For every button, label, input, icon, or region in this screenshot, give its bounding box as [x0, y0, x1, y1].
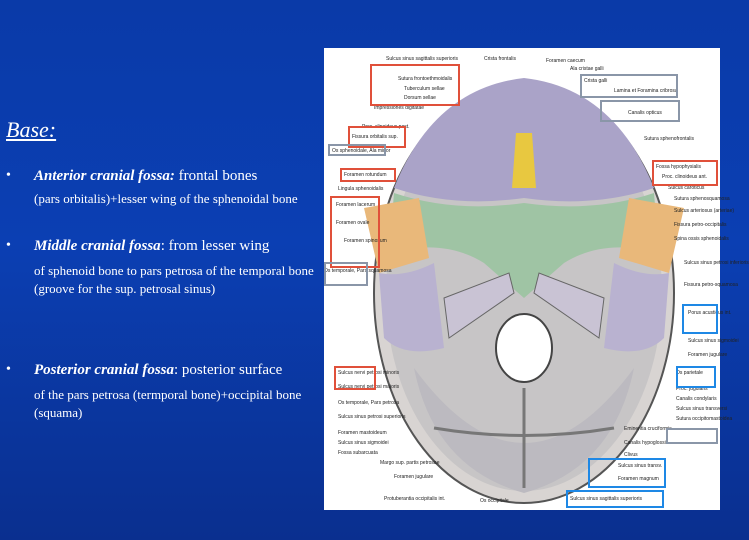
- figure-label: Sulcus sinus transv.: [618, 463, 663, 469]
- bullet-heading-term: Middle cranial fossa: [34, 238, 161, 254]
- callout-box-hypoglossal: [666, 428, 718, 444]
- figure-label: Foramen lacerum: [336, 202, 376, 208]
- bullet-heading-term: Anterior cranial fossa:: [34, 168, 175, 184]
- figure-label: Proc. jugularis: [676, 386, 708, 392]
- figure-label: Foramen jugulare: [688, 352, 728, 358]
- skull-base-illustration: [324, 48, 749, 510]
- figure-label: Sulcus nervi petrosi minoris: [338, 370, 400, 376]
- figure-label: Ala cristae galli: [570, 66, 604, 72]
- figure-label: Sulcus nervi petrosi majoris: [338, 384, 400, 390]
- figure-label: Sulcus sinus sigmoidei: [338, 440, 389, 446]
- figure-label: Impressiones digitatae: [374, 105, 425, 111]
- figure-label: Canalis condylaris: [676, 396, 717, 402]
- callout-box-magnum: [588, 458, 666, 488]
- figure-label: Tuberculum sellae: [404, 86, 445, 92]
- figure-label: Canalis hypoglossi: [624, 440, 666, 446]
- figure-label: Sulcus sinus transversi: [676, 406, 728, 412]
- callout-box-rotundum: [340, 168, 396, 182]
- figure-label: Protuberantia occipitalis int.: [384, 496, 446, 502]
- callout-box-middle-foramina: [330, 196, 380, 268]
- figure-label: Foramen caecum: [546, 58, 585, 64]
- bullet-heading-rest: frontal bones: [174, 168, 258, 184]
- bullet-heading: [34, 168, 257, 185]
- callout-box-parietal: [676, 366, 716, 388]
- figure-label: Sulcus sinus petrosi inferioris: [684, 260, 749, 266]
- figure-label: Fossa hypophysialis: [656, 164, 702, 170]
- figure-label: Clivus: [624, 452, 638, 458]
- bullet-heading-rest: : posterior surface: [174, 362, 283, 378]
- bullet-heading-rest: : from lesser wing: [160, 238, 270, 254]
- bullet-heading-term: Posterior cranial fossa: [34, 362, 175, 378]
- figure-label: Margo sup. partis petrosae: [380, 460, 440, 466]
- figure-label: Spina ossis sphenoidalis: [674, 236, 729, 242]
- callout-box-porus: [682, 304, 718, 334]
- bullet-body: of sphenoid bone to pars petrosa of the temporal bone (groove for the sup. petrosal sinus): [34, 263, 314, 296]
- figure-label: Fissura petro-occipitalis: [674, 222, 727, 228]
- bullet-body: of the pars petrosa (termporal bone)+occipital bone (squama): [34, 387, 302, 420]
- figure-label: Foramen jugulare: [394, 474, 434, 480]
- bullet-dot: •: [6, 168, 11, 183]
- figure-label: Os parietale: [676, 370, 703, 376]
- figure-label: Fossa subarcuata: [338, 450, 378, 456]
- figure-label: Sulcus sinus sagittalis superioris: [386, 56, 458, 62]
- callout-box-petrosal: [334, 366, 376, 390]
- bullet-heading: [34, 238, 269, 255]
- bullet-heading: [34, 362, 282, 379]
- bullet-body: (pars orbitalis)+lesser wing of the sphenoidal bone: [34, 191, 298, 206]
- figure-label: Lingula sphenoidalis: [338, 186, 384, 192]
- callout-box-sagittal: [566, 490, 664, 508]
- figure-label: Sulcus sinus sagittalis superioris: [570, 496, 642, 502]
- figure-label: Proc. clinoideus ant.: [662, 174, 708, 180]
- figure-label: Foramen mastoideum: [338, 430, 387, 436]
- callout-box-hypophyseal: [652, 160, 718, 186]
- figure-label: Porus acusticus int.: [688, 310, 732, 316]
- slide-title: Base:: [6, 117, 57, 142]
- figure-label: Sutura sphenosquamosa: [674, 196, 730, 202]
- figure-label: Fissura petro-squamosa: [684, 282, 738, 288]
- figure-label: Foramen ovale: [336, 220, 370, 226]
- bullet-dot: •: [6, 362, 11, 377]
- figure-label: Sutura sphenofrontalis: [644, 136, 695, 142]
- callout-box-crista: [580, 74, 678, 98]
- figure-label: Proc. clinoideus post.: [362, 124, 410, 130]
- figure-label: Sutura occipitomastoidea: [676, 416, 733, 422]
- figure-label: Eminentia cruciformis: [624, 426, 672, 432]
- figure-label: Canalis opticus: [628, 110, 662, 116]
- callout-box-lesser-wing: [328, 144, 386, 156]
- figure-label: Crista frontalis: [484, 56, 516, 62]
- figure-label: Fissura orbitalis sup.: [352, 134, 398, 140]
- figure-label: Foramen magnum: [618, 476, 659, 482]
- figure-label: Os sphenoidale, Ala minor: [332, 148, 391, 154]
- callout-box-squama: [324, 262, 368, 286]
- figure-label: Foramen spinosum: [344, 238, 387, 244]
- figure-label: Foramen rotundum: [344, 172, 387, 178]
- figure-label: Sulcus caroticus: [668, 185, 705, 191]
- figure-label: Sulcus sinus petrosi superioris: [338, 414, 406, 420]
- callout-box-cribrosa: [600, 100, 680, 122]
- bullet-dot: •: [6, 238, 11, 253]
- figure-label: Os temporale, Pars squamosa: [324, 268, 392, 274]
- figure-label: Sulcus sinus sigmoidei: [688, 338, 739, 344]
- figure-label: Sulcus arteriosus (arteriae): [674, 208, 735, 214]
- callout-box-anterior: [370, 64, 460, 106]
- figure-label: Dorsum sellae: [404, 95, 436, 101]
- figure-label: Lamina et Foramina cribrosa: [614, 88, 678, 94]
- figure-label: Os occipitale: [480, 498, 509, 504]
- figure-label: Sutura frontoethmoidalis: [398, 76, 453, 82]
- figure-label: Os temporale, Pars petrosa: [338, 400, 400, 406]
- figure-label: Crista galli: [584, 78, 608, 84]
